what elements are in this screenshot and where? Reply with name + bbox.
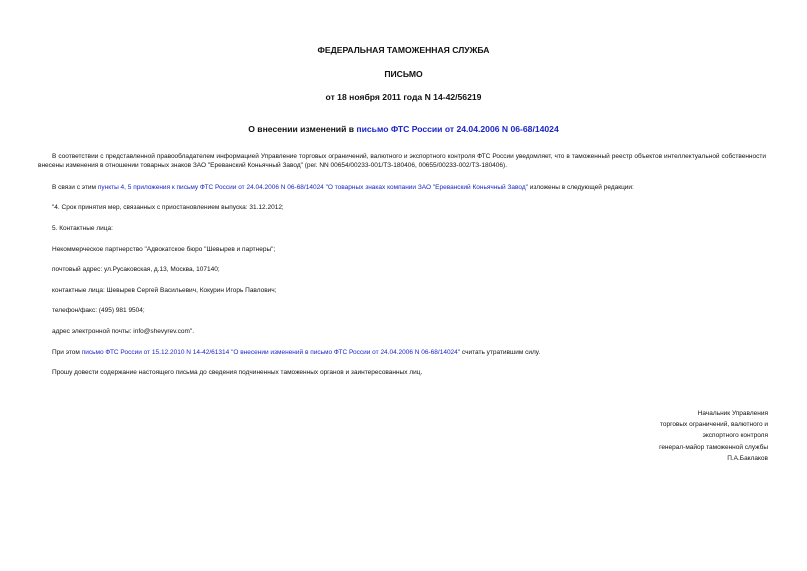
paragraph-postal-address: почтовый адрес: ул.Русаковская, д.13, Москва, 107140;	[52, 266, 220, 273]
paragraph-partnership: Некоммерческое партнерство "Адвокатское бюро "Шевырев и партнеры";	[52, 246, 276, 253]
paragraph-revocation-prefix: При этом	[52, 349, 82, 356]
paragraph-contacts-heading: 5. Контактные лица:	[52, 225, 113, 232]
signature-position-line2: торговых ограничений, валютного и	[659, 421, 768, 429]
paragraph-changes-suffix: изложены в следующей редакции:	[527, 184, 634, 191]
signature-position-line1: Начальник Управления	[697, 410, 768, 417]
document-subject	[0, 124, 807, 134]
paragraph-revocation-suffix: считать утратившим силу.	[460, 349, 541, 356]
paragraph-revocation	[38, 348, 766, 357]
paragraph-request: Прошу довести содержание настоящего письма до сведения подчиненных таможенных органов и заинтересованных лиц.	[52, 369, 423, 376]
document-type: ПИСЬМО	[384, 69, 423, 79]
paragraph-changes-link[interactable]: пункты 4, 5 приложения к письму ФТС России от 24.04.2006 N 06-68/14024 "О товарных знаках компании ЗАО "Ереванский Коньячный Завод"	[97, 184, 528, 191]
subject-prefix: О внесении изменений в	[248, 124, 357, 134]
paragraph-intro: В соответствии с представленной правообладателем информацией Управление торговых ограничений, валютного и экспортного контроля ФТС России уведомляет, что в таможенный реестр объектов интеллектуальной собственности внесены изменения в отношении товарных знаков ЗАО "Ереванский Коньячный Завод" (рег. NN 00654/00233-001/ТЗ-180406, 00655/00233-002/ТЗ-180406).	[38, 153, 766, 170]
signature-name: П.А.Баклаков	[727, 454, 768, 462]
subject-link[interactable]: письмо ФТС России от 24.04.2006 N 06-68/14024	[356, 124, 559, 134]
paragraph-revocation-link[interactable]: письмо ФТС России от 15.12.2010 N 14-42/61314 "О внесении изменений в письмо ФТС России от 24.04.2006 N 06-68/14024"	[81, 349, 461, 356]
signature-block	[560, 408, 768, 464]
agency-title: ФЕДЕРАЛЬНАЯ ТАМОЖЕННАЯ СЛУЖБА	[317, 45, 490, 55]
signature-rank: генерал-майор таможенной службы	[659, 443, 768, 451]
paragraph-term: "4. Срок принятия мер, связанных с приостановлением выпуска: 31.12.2012;	[52, 204, 284, 211]
paragraph-changes-prefix: В связи с этим	[52, 184, 98, 191]
paragraph-changes	[38, 183, 766, 192]
document-date-number: от 18 ноября 2011 года N 14-42/56219	[325, 92, 482, 102]
paragraph-phone: телефон/факс: (495) 981 9504;	[52, 307, 145, 314]
paragraph-email: адрес электронной почты: info@shevyrev.com".	[52, 328, 195, 335]
signature-position-line3: экспортного контроля	[702, 432, 768, 440]
paragraph-contact-persons: контактные лица: Шевырев Сергей Васильевич, Кокурин Игорь Павлович;	[52, 287, 277, 294]
